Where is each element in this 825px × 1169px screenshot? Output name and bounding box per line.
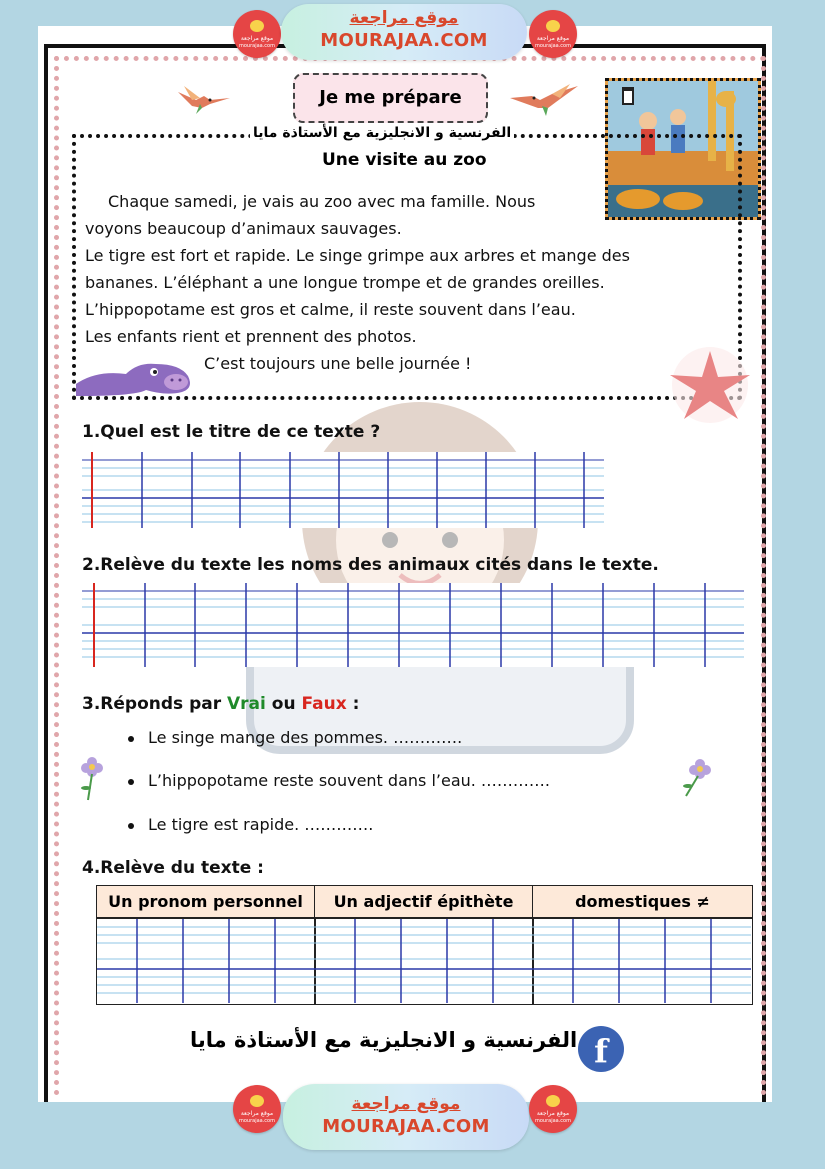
vrai-label: Vrai [227, 694, 266, 714]
table-header-pronoun: Un pronom personnel [97, 886, 315, 917]
faux-label: Faux [301, 694, 347, 714]
question-4: 4.Relève du texte : [82, 858, 264, 878]
lesson-title: Je me prépare [319, 87, 462, 108]
lesson-title-box [293, 73, 488, 123]
facebook-icon[interactable]: f [578, 1026, 624, 1072]
story-line: L’hippopotame est gros et calme, il reste souvent dans l’eau. [85, 300, 576, 319]
site-logo-icon [233, 1085, 281, 1133]
logo-caption: موقع مراجعة [240, 1110, 274, 1117]
logo-caption: موقع مراجعة [536, 35, 570, 42]
site-arabic-name: موقع مراجعة [351, 1094, 461, 1114]
hippo-icon [76, 358, 194, 396]
true-false-text: Le singe mange des pommes. …………. [148, 728, 463, 747]
hummingbird-icon [174, 82, 232, 116]
answer-table [96, 885, 753, 1005]
story-line: bananes. L’éléphant a une longue trompe et de grandes oreilles. [85, 273, 605, 292]
flower-icon [78, 756, 106, 802]
story-line: voyons beaucoup d’animaux sauvages. [85, 219, 402, 238]
logo-caption: موقع مراجعة [240, 35, 274, 42]
logo-caption-domain: mourajaa.com [534, 43, 571, 49]
question-3 [82, 694, 359, 714]
table-writing-lines[interactable] [97, 919, 751, 1003]
site-logo-icon [529, 1085, 577, 1133]
table-header-adjective: Un adjectif épithète [315, 886, 533, 917]
arabic-subtitle: الفرنسية و الانجليزية مع الأستاذة مايا [250, 125, 514, 141]
true-false-item[interactable] [128, 728, 462, 747]
logo-caption-domain: mourajaa.com [238, 1118, 275, 1124]
true-false-item[interactable] [128, 815, 373, 834]
question-1: 1.Quel est le titre de ce texte ? [82, 422, 381, 442]
question-2: 2.Relève du texte les noms des animaux cités dans le texte. [82, 555, 659, 575]
bullet-icon [128, 823, 134, 829]
logo-caption-domain: mourajaa.com [534, 1118, 571, 1124]
answer-lines-q2[interactable] [82, 583, 744, 667]
flower-icon [678, 758, 712, 798]
logo-caption-domain: mourajaa.com [238, 43, 275, 49]
bullet-icon [128, 736, 134, 742]
table-header-antonym: domestiques ≠ [533, 886, 752, 917]
bullet-icon [128, 779, 134, 785]
story-title: Une visite au zoo [322, 150, 487, 170]
true-false-text: Le tigre est rapide. …………. [148, 815, 374, 834]
hummingbird-icon [508, 82, 580, 118]
site-banner-bottom[interactable] [283, 1084, 529, 1150]
site-banner-top[interactable] [281, 4, 527, 60]
site-arabic-name: موقع مراجعة [349, 8, 459, 28]
story-line: Les enfants rient et prennent des photos. [85, 327, 417, 346]
story-line: Chaque samedi, je vais au zoo avec ma famille. Nous [108, 192, 536, 211]
story-line: Le tigre est fort et rapide. Le singe grimpe aux arbres et mange des [85, 246, 630, 265]
site-domain: MOURAJAA.COM [322, 1116, 490, 1137]
answer-lines-q1[interactable] [82, 452, 604, 528]
site-domain: MOURAJAA.COM [320, 30, 488, 51]
site-logo-icon [529, 10, 577, 58]
starfish-icon [662, 345, 758, 425]
true-false-text: L’hippopotame reste souvent dans l’eau. …………. [148, 771, 551, 790]
true-false-item[interactable] [128, 771, 550, 790]
site-logo-icon [233, 10, 281, 58]
footer-arabic-text: الفرنسية و الانجليزية مع الأستاذة مايا [190, 1028, 578, 1052]
story-line: C’est toujours une belle journée ! [204, 354, 472, 373]
question-3-colon: : [352, 694, 360, 714]
question-3-prefix: 3.Réponds par [82, 694, 222, 714]
question-3-or: ou [271, 694, 296, 714]
logo-caption: موقع مراجعة [536, 1110, 570, 1117]
